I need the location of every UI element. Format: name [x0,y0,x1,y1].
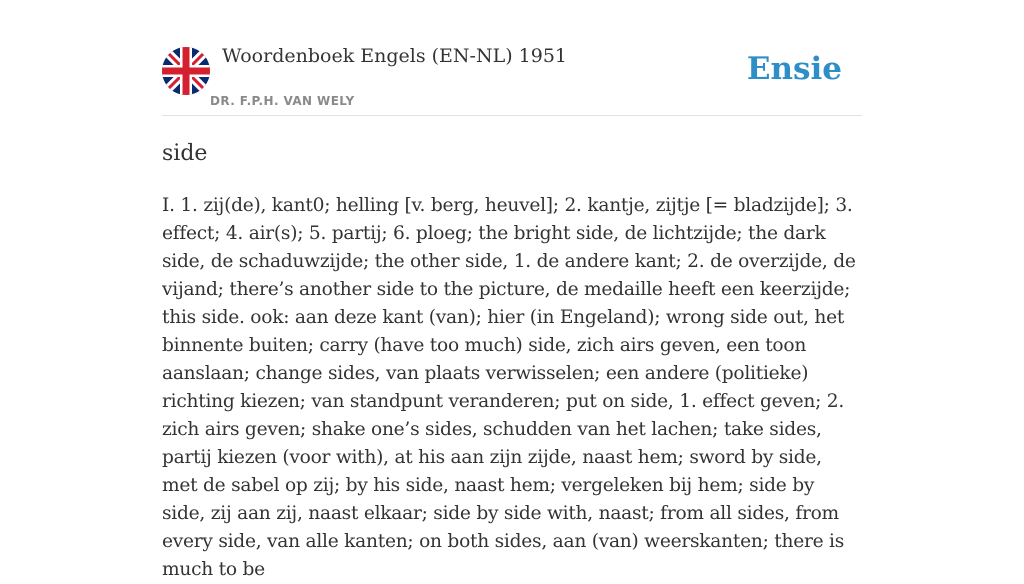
uk-flag-icon [162,47,210,95]
content-container [162,0,862,580]
dictionary-header [162,0,862,116]
author-name: DR. F.P.H. VAN WELY [210,94,355,108]
ensie-logo-link[interactable]: Ensie [746,51,842,87]
dictionary-title-link[interactable]: Woordenboek Engels (EN-NL) 1951 [222,45,567,67]
definition-text: I. 1. zij(de), kant0; helling [v. berg, heuvel]; 2. kantje, zijtje [= bladzijde]; 3. effect; 4. air(s); 5. partij; 6. ploeg; the bright side, de lichtzijde; the dark side, de schaduwzijde; the other side, 1. de andere kant; 2. de overzijde, de vijand; there’s another side to the picture, de medaille heeft een keerzijde; this side. ook: aan deze kant (van); hier (in Engeland); wrong side out, het binnente buiten; carry (have too much) side, zich airs geven, een toon aanslaan; change sides, van plaats verwisselen; een andere (politieke) richting kiezen; van standpunt veranderen; put on side, 1. effect geven; 2. zich airs geven; shake one’s sides, schudden van het lachen; take sides, partij kiezen (voor with), at his aan zijn zijde, naast hem; sword by side, met de sabel op zij; by his side, naast hem; vergeleken bij hem; side by side, zij aan zij, naast elkaar; side by side with, naast; from all sides, from every side, van alle kanten; on both sides, aan (van) weerskanten; there is much to be [162,195,856,580]
headword: side [162,141,208,166]
